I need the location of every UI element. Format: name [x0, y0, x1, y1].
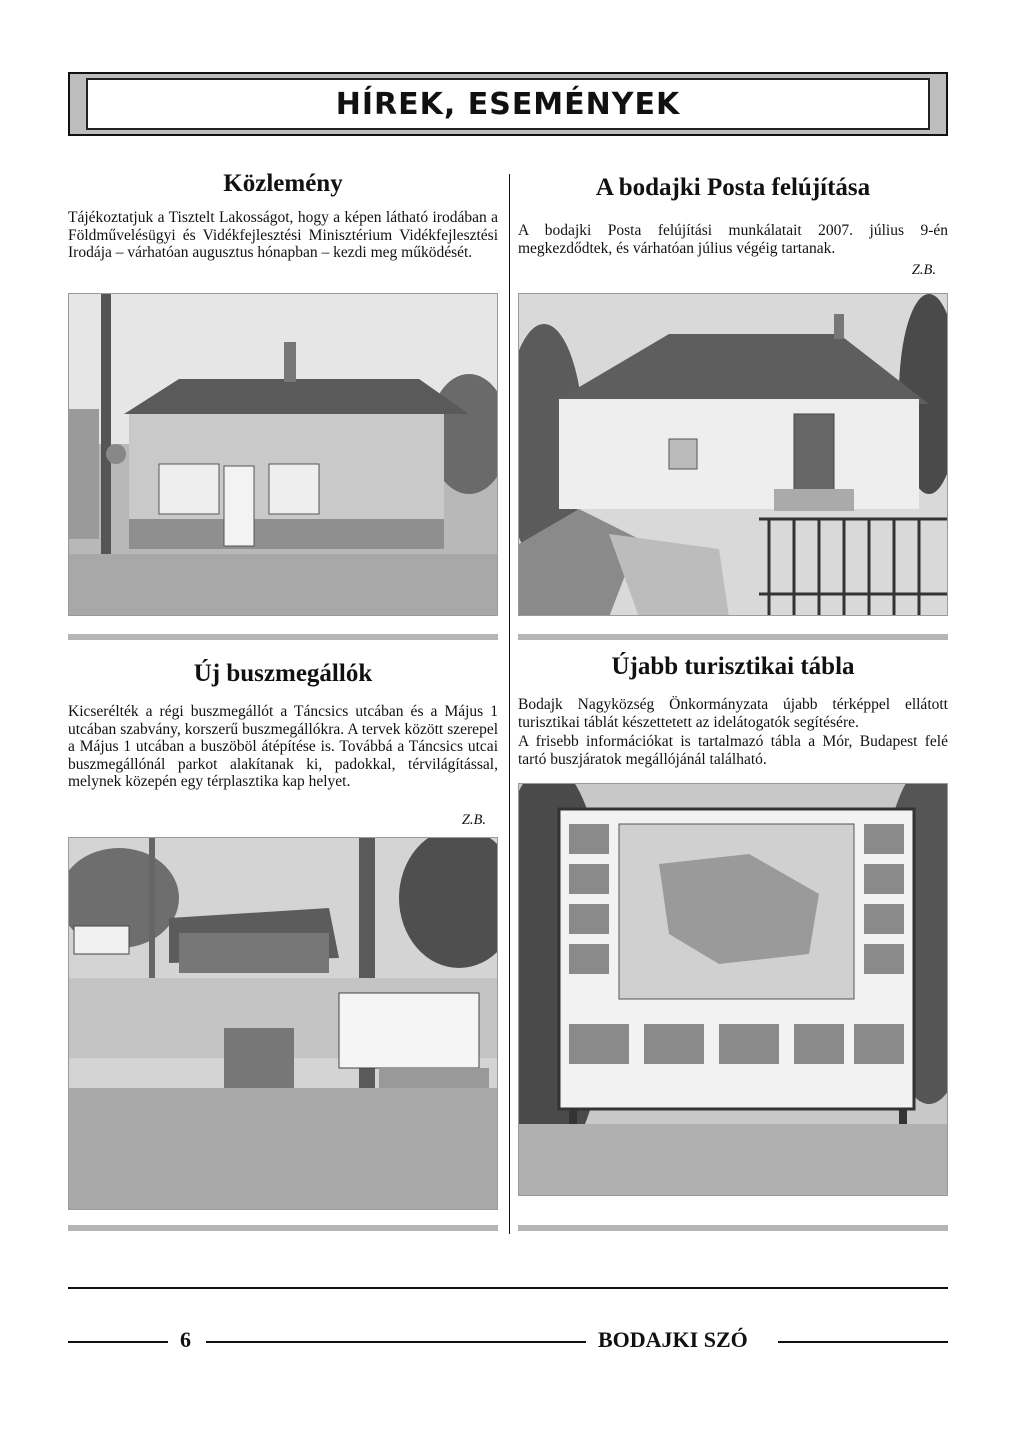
separator: [518, 1225, 948, 1231]
page-number: 6: [180, 1327, 191, 1352]
column-divider: [509, 174, 510, 1234]
section-title: HÍREK, ESEMÉNYEK: [335, 86, 681, 122]
article-body-turisztikai-tabla-2: A frisebb információkat is tartalmazó tábla a Mór, Budapest felé tartó buszjáratok megállójánál található.: [518, 733, 948, 768]
separator: [68, 1225, 498, 1231]
separator: [518, 634, 948, 640]
separator: [68, 634, 498, 640]
article-title-buszmegallok: Új buszmegállók: [193, 660, 373, 687]
footer-rule: [68, 1287, 948, 1289]
section-banner-inner: [86, 78, 930, 130]
article-body-posta: A bodajki Posta felújítási munkálatait 2007. július 9-én megkezdődtek, és várhatóan július végéig tartanak.: [518, 222, 948, 257]
article-title-kozlemeny: Közlemény: [223, 170, 343, 197]
article-title-posta: A bodajki Posta felújítása: [595, 174, 871, 201]
article-title-turisztikai-tabla: Újabb turisztikai tábla: [611, 653, 855, 680]
photo-bus-stop-construction: [68, 837, 498, 1210]
article-body-buszmegallok: Kicserélték a régi buszmegállót a Táncsics utcában és a Május 1 utcában szabvány, korszerű buszmegállókra. A tervek között szerepel a Május 1 utcában a buszöböl átépítése is. Továbbá a Táncsics utcai buszmegállónál parkot alakítanak ki, padokkal, térvilágítással, melynek közepén egy térplasztika kap helyet.: [68, 703, 498, 790]
photo-tourist-map-board: [518, 783, 948, 1196]
publication-name: BODAJKI SZÓ: [598, 1327, 748, 1352]
article-body-turisztikai-tabla-1: Bodajk Nagyközség Önkormányzata újabb térképpel ellátott turisztikai táblát készettetett az idelátogatók segítésére.: [518, 696, 948, 731]
article-body-kozlemeny: Tájékoztatjuk a Tisztelt Lakosságot, hogy a képen látható irodában a Földművelésügyi és Vidékfejlesztési Minisztérium Vidékfejlesztési Irodája – várhatóan augusztus hónapban – kezdi meg működését.: [68, 209, 498, 261]
footer-line-right: [778, 1341, 948, 1343]
article-signature-buszmegallok: Z.B.: [461, 812, 486, 828]
article-signature-posta: Z.B.: [911, 262, 936, 278]
footer-line-left: [68, 1341, 168, 1343]
photo-post-office: [518, 293, 948, 616]
photo-office-building: [68, 293, 498, 616]
footer-line-middle: [206, 1341, 586, 1343]
section-banner: [68, 72, 948, 136]
